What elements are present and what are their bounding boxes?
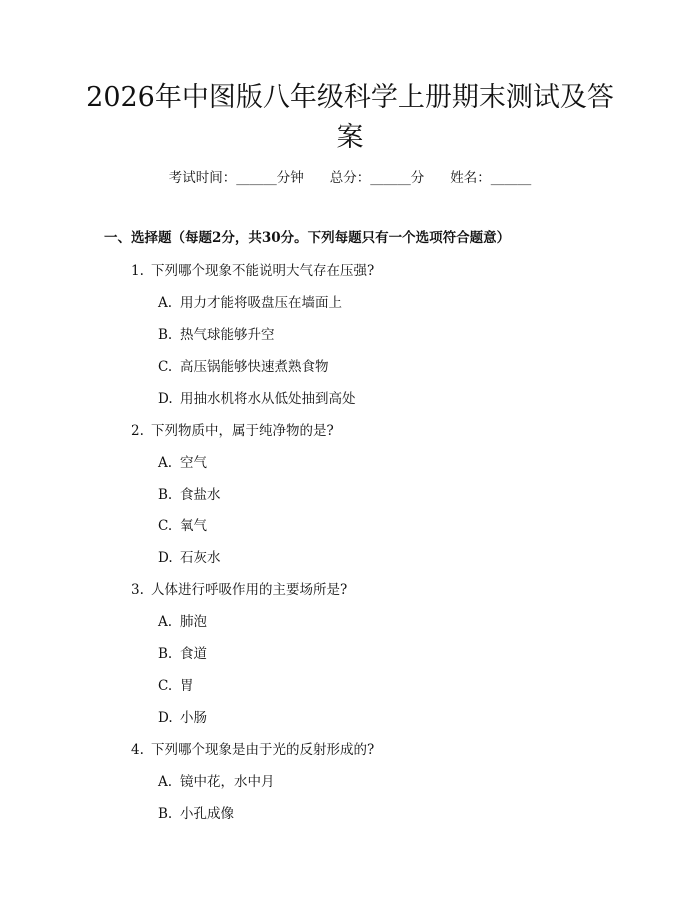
question-text: 下列哪个现象是由于光的反射形成的? [151, 742, 375, 758]
option-letter: B. [158, 487, 173, 503]
section-heading: 一、选择题（每题2分，共30分。下列每题只有一个选项符合题意） [104, 230, 511, 246]
option-text: 用力才能将吸盘压在墙面上 [180, 295, 342, 311]
option-letter: C. [158, 678, 173, 694]
option-letter: D. [158, 391, 173, 407]
exam-time-label: 考试时间：______分钟 [168, 170, 304, 186]
option-letter: C. [158, 359, 173, 375]
exam-info [0, 168, 700, 188]
option-letter: A. [158, 614, 173, 630]
title-line-2: 案 [336, 122, 364, 153]
option-text: 胃 [180, 678, 194, 694]
option-text: 小肠 [180, 710, 207, 726]
question-4 [131, 740, 374, 760]
option-3d [158, 708, 207, 728]
option-3b [158, 644, 207, 664]
option-letter: B. [158, 646, 173, 662]
question-2 [131, 421, 334, 441]
option-letter: D. [158, 550, 173, 566]
question-1 [131, 261, 374, 281]
option-2c [158, 516, 207, 536]
option-letter: B. [158, 327, 173, 343]
question-number: 2. [131, 423, 144, 439]
question-number: 3. [131, 582, 144, 598]
question-number: 4. [131, 742, 144, 758]
option-4a [158, 772, 275, 792]
exam-score-label: 总分：______分 [329, 170, 425, 186]
option-letter: B. [158, 806, 173, 822]
question-text: 人体进行呼吸作用的主要场所是? [151, 582, 348, 598]
question-3 [131, 580, 347, 600]
option-2d [158, 548, 221, 568]
option-1c [158, 357, 329, 377]
option-letter: D. [158, 710, 173, 726]
option-1b [158, 325, 275, 345]
option-text: 用抽水机将水从低处抽到高处 [180, 391, 356, 407]
option-text: 氧气 [180, 518, 207, 534]
option-text: 肺泡 [180, 614, 207, 630]
option-text: 食道 [180, 646, 207, 662]
option-text: 高压锅能够快速煮熟食物 [180, 359, 329, 375]
option-4b [158, 804, 234, 824]
option-text: 热气球能够升空 [180, 327, 275, 343]
option-text: 小孔成像 [180, 806, 234, 822]
option-2b [158, 485, 221, 505]
document-title [70, 78, 630, 158]
exam-name-label: 姓名：______ [450, 170, 532, 186]
option-text: 石灰水 [180, 550, 221, 566]
option-text: 空气 [180, 455, 207, 471]
question-number: 1. [131, 263, 144, 279]
question-text: 下列物质中，属于纯净物的是? [151, 423, 334, 439]
option-letter: A. [158, 455, 173, 471]
option-text: 镜中花，水中月 [180, 774, 275, 790]
title-line-1: 2026年中图版八年级科学上册期末测试及答 [86, 82, 614, 113]
question-text: 下列哪个现象不能说明大气存在压强? [151, 263, 375, 279]
option-1d [158, 389, 356, 409]
option-letter: C. [158, 518, 173, 534]
option-letter: A. [158, 774, 173, 790]
option-2a [158, 453, 207, 473]
option-text: 食盐水 [180, 487, 221, 503]
option-letter: A. [158, 295, 173, 311]
option-3a [158, 612, 207, 632]
option-3c [158, 676, 194, 696]
option-1a [158, 293, 342, 313]
